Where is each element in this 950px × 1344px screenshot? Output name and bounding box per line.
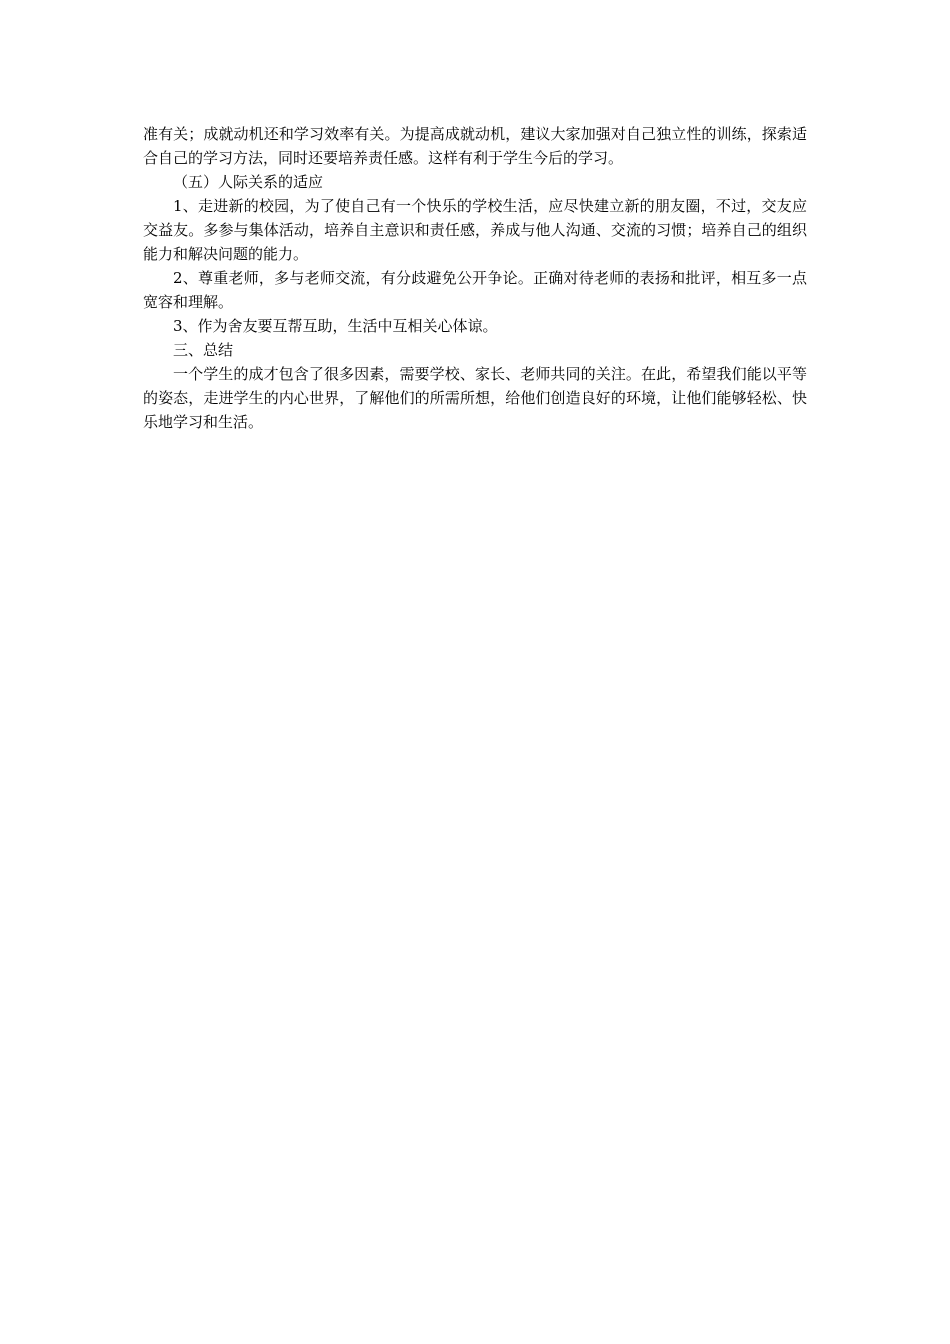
- paragraph-item-3: 3、作为舍友要互帮互助，生活中互相关心体谅。: [173, 317, 498, 335]
- section-heading-interpersonal-adaptation: （五）人际关系的适应: [173, 173, 324, 191]
- paragraph-summary: 一个学生的成才包含了很多因素，需要学校、家长、老师共同的关注。在此，希望我们能以平等的姿态，走进学生的内心世界，了解他们的所需所想，给他们创造良好的环境，让他们能够轻松、快乐地学习和生活。: [143, 365, 807, 431]
- section-heading-summary: 三、总结: [173, 341, 234, 359]
- document-body: [143, 122, 807, 434]
- paragraph-item-1: 1、走进新的校园，为了使自己有一个快乐的学校生活，应尽快建立新的朋友圈，不过，交友应交益友。多参与集体活动，培养自主意识和责任感，养成与他人沟通、交流的习惯；培养自己的组织能力和解决问题的能力。: [143, 197, 807, 263]
- paragraph-item-2: 2、尊重老师，多与老师交流，有分歧避免公开争论。正确对待老师的表扬和批评，相互多一点宽容和理解。: [143, 269, 807, 311]
- paragraph-continuation: 准有关；成就动机还和学习效率有关。为提高成就动机，建议大家加强对自己独立性的训练，探索适合自己的学习方法，同时还要培养责任感。这样有利于学生今后的学习。: [143, 125, 807, 167]
